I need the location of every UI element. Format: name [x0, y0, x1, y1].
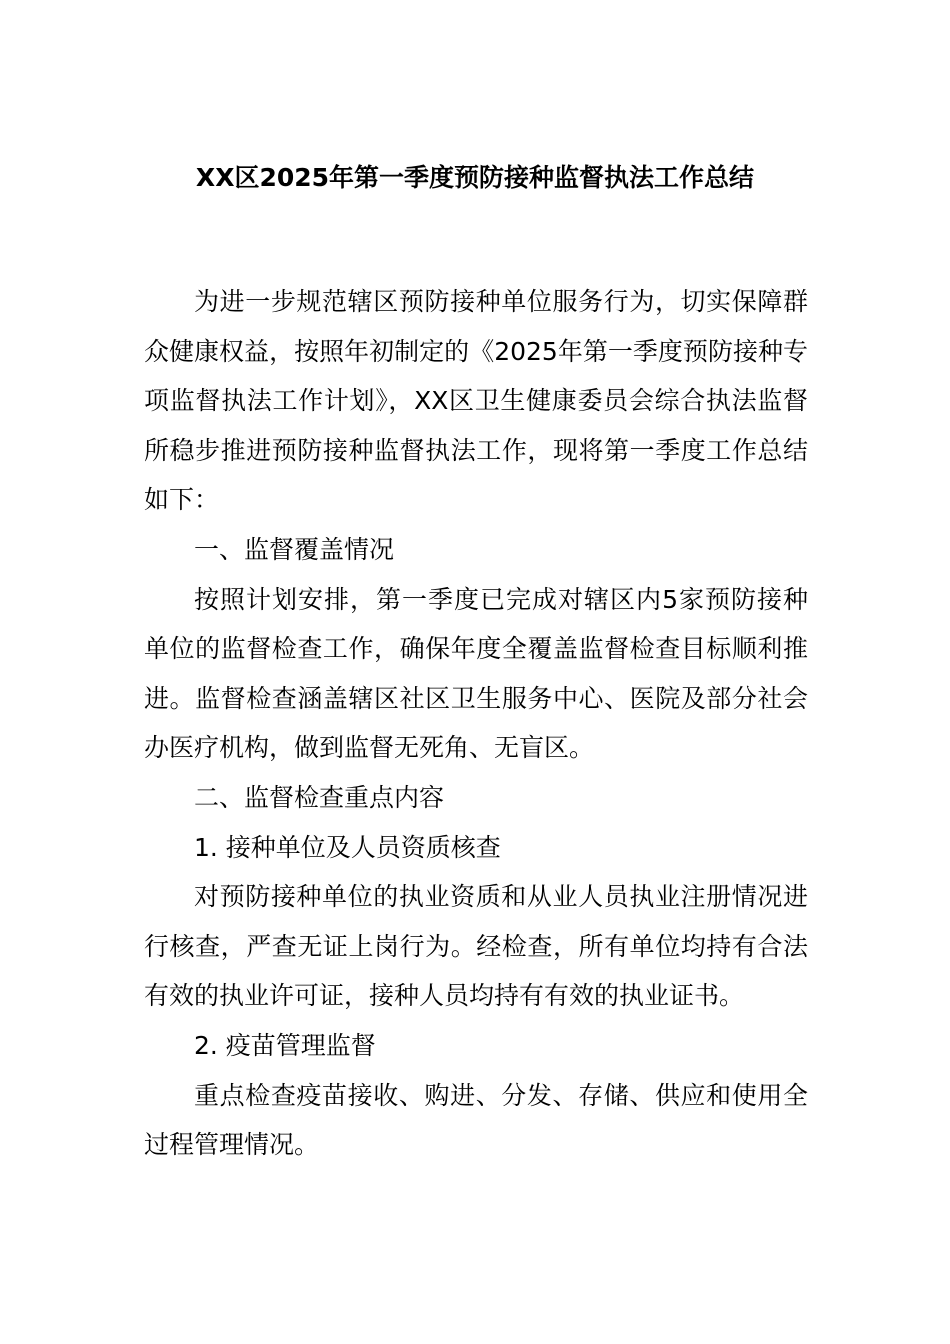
qualification-paragraph: 对预防接种单位的执业资质和从业人员执业注册情况进行核查，严查无证上岗行为。经检查，所有单位均持有合法有效的执业许可证，接种人员均持有有效的执业证书。 [144, 882, 808, 1011]
section-heading-key-content: 二、监督检查重点内容 [194, 782, 445, 812]
coverage-paragraph: 按照计划安排，第一季度已完成对辖区内5家预防接种单位的监督检查工作，确保年度全覆盖监督检查目标顺利推进。监督检查涵盖辖区社区卫生服务中心、医院及部分社会办医疗机构，做到监督无死角、无盲区。 [144, 584, 808, 763]
subsection-heading-vaccine-management: 2. 疫苗管理监督 [194, 1030, 376, 1060]
document-body [144, 277, 808, 1170]
section-heading-coverage: 一、监督覆盖情况 [194, 534, 395, 564]
document-title: XX区2025年第一季度预防接种监督执法工作总结 [195, 163, 755, 192]
intro-paragraph: 为进一步规范辖区预防接种单位服务行为，切实保障群众健康权益，按照年初制定的《2025年第一季度预防接种专项监督执法工作计划》，XX区卫生健康委员会综合执法监督所稳步推进预防接种监督执法工作，现将第一季度工作总结如下： [144, 287, 808, 515]
subsection-heading-qualification: 1. 接种单位及人员资质核查 [194, 832, 501, 862]
vaccine-management-paragraph: 重点检查疫苗接收、购进、分发、存储、供应和使用全过程管理情况。 [144, 1080, 808, 1160]
